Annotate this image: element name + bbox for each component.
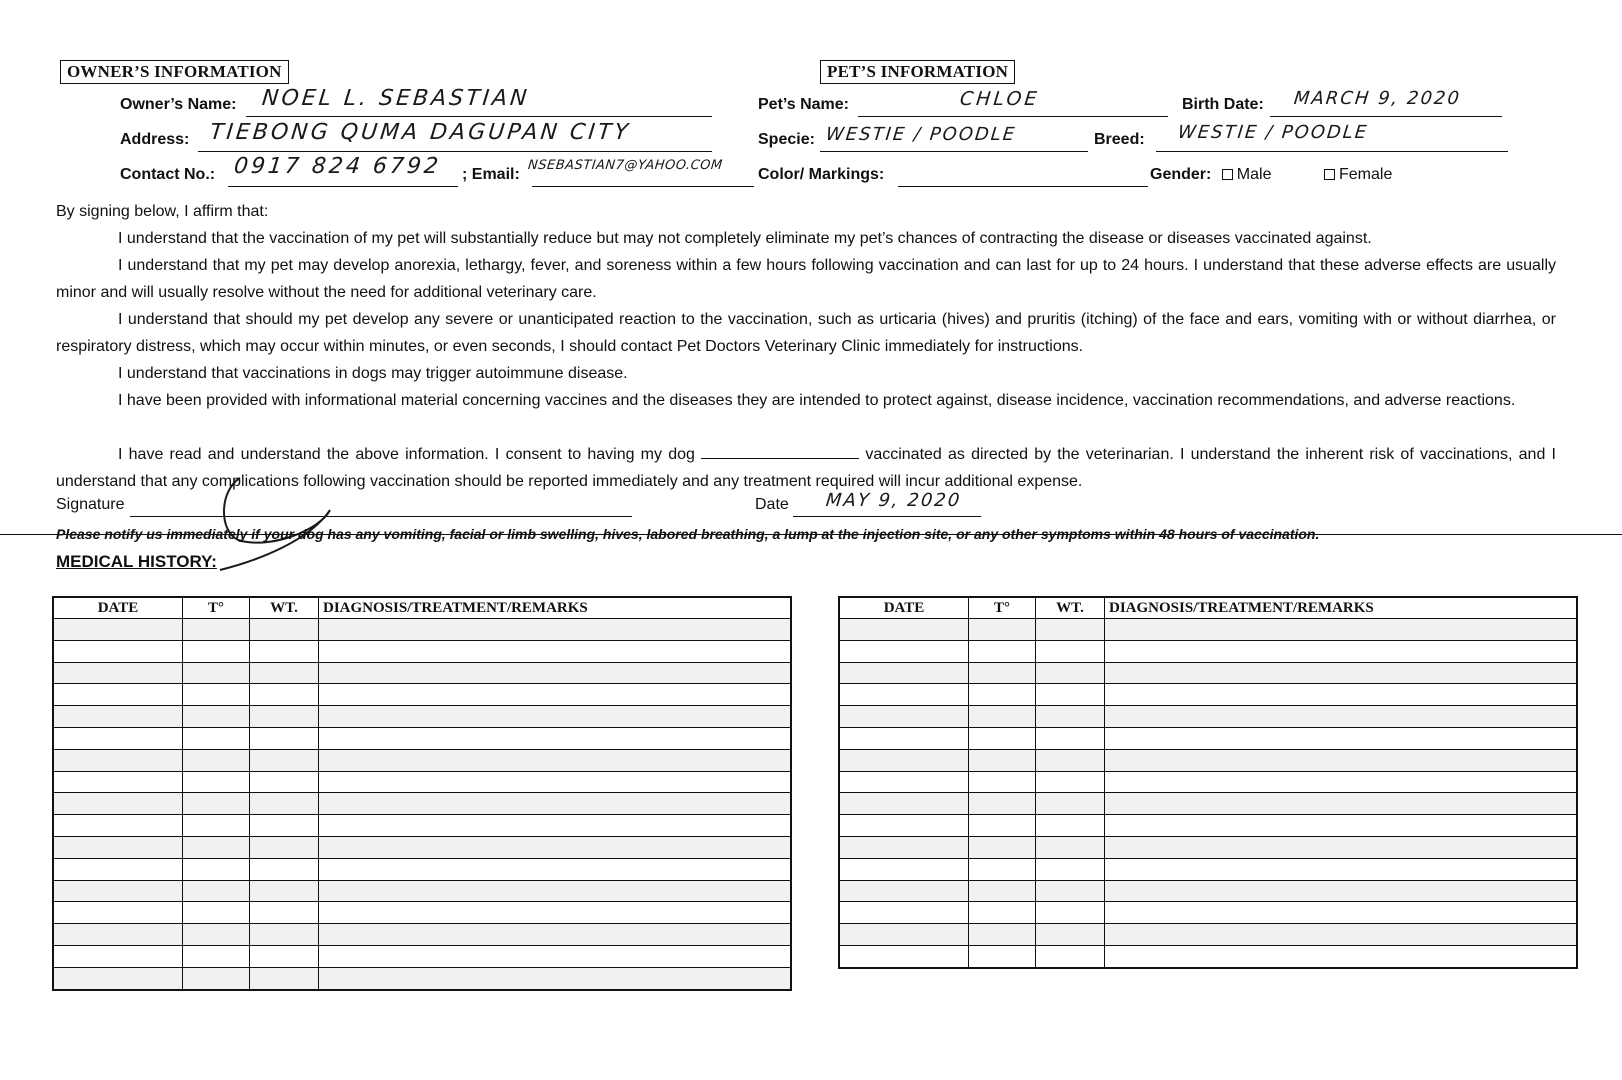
- owner-contact-label: Contact No.:: [120, 166, 216, 183]
- table-cell[interactable]: [1105, 880, 1578, 902]
- table-row: [839, 836, 1577, 858]
- table-row: [839, 749, 1577, 771]
- table-row: [839, 945, 1577, 967]
- table-cell[interactable]: [319, 858, 792, 880]
- table-cell[interactable]: [250, 662, 319, 684]
- table-cell[interactable]: [1036, 771, 1105, 793]
- table-row: [839, 771, 1577, 793]
- table-cell[interactable]: [839, 640, 969, 662]
- table-row: [839, 858, 1577, 880]
- table-cell[interactable]: [319, 880, 792, 902]
- table-cell[interactable]: [1036, 793, 1105, 815]
- owner-name-label: Owner’s Name:: [120, 96, 237, 113]
- header-temperature: T°: [969, 597, 1036, 619]
- medical-rows-right: [839, 619, 1577, 968]
- color-markings-field[interactable]: [898, 162, 1148, 187]
- table-cell[interactable]: [839, 924, 969, 946]
- table-cell[interactable]: [250, 902, 319, 924]
- table-cell[interactable]: [183, 945, 250, 967]
- table-row: [839, 793, 1577, 815]
- breed-value: WESTIE / POODLE: [1176, 122, 1370, 143]
- header-weight: WT.: [250, 597, 319, 619]
- table-cell[interactable]: [183, 858, 250, 880]
- table-cell[interactable]: [53, 945, 183, 967]
- table-cell[interactable]: [53, 858, 183, 880]
- owner-address-value: TIEBONG QUMA DAGUPAN CITY: [208, 120, 633, 145]
- owner-address-label: Address:: [120, 131, 190, 148]
- table-cell[interactable]: [183, 749, 250, 771]
- table-cell[interactable]: [183, 793, 250, 815]
- table-cell[interactable]: [1105, 619, 1578, 641]
- medical-history-title: MEDICAL HISTORY:: [56, 552, 217, 571]
- table-cell[interactable]: [969, 902, 1036, 924]
- table-cell[interactable]: [1105, 836, 1578, 858]
- table-cell[interactable]: [53, 684, 183, 706]
- table-row: [53, 836, 791, 858]
- table-cell[interactable]: [53, 880, 183, 902]
- table-cell[interactable]: [1105, 640, 1578, 662]
- table-cell[interactable]: [319, 727, 792, 749]
- table-cell[interactable]: [839, 727, 969, 749]
- male-checkbox[interactable]: [1222, 169, 1233, 180]
- table-row: [53, 858, 791, 880]
- color-markings-label: Color/ Markings:: [758, 166, 885, 183]
- table-header-row: [53, 597, 791, 619]
- table-row: [839, 815, 1577, 837]
- table-row: [53, 662, 791, 684]
- signature-label: Signature: [56, 496, 125, 513]
- signature-scribble: [200, 470, 360, 580]
- table-cell[interactable]: [319, 793, 792, 815]
- table-cell[interactable]: [1105, 727, 1578, 749]
- table-cell[interactable]: [319, 945, 792, 967]
- table-row: [53, 640, 791, 662]
- table-cell[interactable]: [969, 924, 1036, 946]
- table-row: [53, 619, 791, 641]
- table-row: [53, 727, 791, 749]
- table-cell[interactable]: [969, 662, 1036, 684]
- dog-name-blank[interactable]: [701, 444, 859, 459]
- table-cell[interactable]: [319, 706, 792, 728]
- table-cell[interactable]: [1105, 706, 1578, 728]
- specie-value: WESTIE / POODLE: [824, 124, 1018, 145]
- medical-history-table-right: [838, 596, 1578, 969]
- table-cell[interactable]: [1105, 771, 1578, 793]
- breed-label: Breed:: [1094, 131, 1145, 148]
- table-cell[interactable]: [839, 749, 969, 771]
- table-cell[interactable]: [969, 640, 1036, 662]
- consent-p6-part-b: vaccinated as directed by the veterinarian. I understand the inherent risk of vaccinations, and I understand that any complications following vaccination should be reported immediately and any treatment required will incur additional expense.: [56, 446, 1556, 490]
- table-cell[interactable]: [53, 706, 183, 728]
- table-row: [53, 684, 791, 706]
- table-cell[interactable]: [1036, 836, 1105, 858]
- gender-female-option[interactable]: [1324, 166, 1392, 184]
- table-cell[interactable]: [250, 836, 319, 858]
- specie-label: Specie:: [758, 131, 815, 148]
- table-cell[interactable]: [183, 967, 250, 989]
- table-cell[interactable]: [969, 880, 1036, 902]
- table-row: [839, 924, 1577, 946]
- table-cell[interactable]: [250, 924, 319, 946]
- table-cell[interactable]: [969, 815, 1036, 837]
- table-cell[interactable]: [183, 902, 250, 924]
- table-cell[interactable]: [969, 619, 1036, 641]
- table-cell[interactable]: [839, 684, 969, 706]
- owner-contact-value: 0917 824 6792: [232, 154, 443, 179]
- table-cell[interactable]: [319, 902, 792, 924]
- table-cell[interactable]: [319, 836, 792, 858]
- table-cell[interactable]: [1105, 945, 1578, 967]
- table-cell[interactable]: [1036, 815, 1105, 837]
- table-row: [53, 706, 791, 728]
- table-cell[interactable]: [1036, 640, 1105, 662]
- birth-date-label: Birth Date:: [1182, 96, 1264, 113]
- header-diagnosis: DIAGNOSIS/TREATMENT/REMARKS: [319, 597, 792, 619]
- table-cell[interactable]: [319, 662, 792, 684]
- table-cell[interactable]: [1036, 880, 1105, 902]
- table-row: [839, 684, 1577, 706]
- table-cell[interactable]: [1105, 858, 1578, 880]
- table-cell[interactable]: [839, 945, 969, 967]
- table-cell[interactable]: [183, 771, 250, 793]
- notice-text: Please notify us immediately if your dog has any vomiting, facial or limb swelling, hives, labored breathing, a lump at the injection site, or any other symptoms within 48 hours of vaccination.: [56, 526, 1320, 542]
- table-cell[interactable]: [1036, 706, 1105, 728]
- female-label: Female: [1339, 166, 1393, 183]
- table-cell[interactable]: [319, 640, 792, 662]
- table-cell[interactable]: [1036, 749, 1105, 771]
- medical-rows-left: [53, 619, 791, 990]
- table-cell[interactable]: [183, 706, 250, 728]
- table-row: [53, 945, 791, 967]
- table-cell[interactable]: [1105, 793, 1578, 815]
- table-cell[interactable]: [53, 793, 183, 815]
- owner-info-title: OWNER’S INFORMATION: [60, 60, 289, 84]
- table-cell[interactable]: [1036, 858, 1105, 880]
- table-row: [53, 749, 791, 771]
- owner-email-value: NSEBASTIAN7@YAHOO.COM: [527, 158, 724, 173]
- table-row: [53, 902, 791, 924]
- table-cell[interactable]: [183, 640, 250, 662]
- table-cell[interactable]: [319, 771, 792, 793]
- table-cell[interactable]: [1036, 902, 1105, 924]
- table-cell[interactable]: [969, 706, 1036, 728]
- table-row: [839, 880, 1577, 902]
- table-row: [53, 815, 791, 837]
- pet-name-label: Pet’s Name:: [758, 96, 849, 113]
- table-cell[interactable]: [183, 880, 250, 902]
- consent-paragraph-5: I have been provided with informational material concerning vaccines and the diseases they are intended to protect against, disease incidence, vaccination recommendations, and adverse reactions.: [118, 392, 1516, 409]
- table-row: [839, 662, 1577, 684]
- table-cell[interactable]: [53, 815, 183, 837]
- table-cell[interactable]: [53, 967, 183, 989]
- gender-label-text: Gender:: [1150, 166, 1212, 183]
- table-cell[interactable]: [1036, 662, 1105, 684]
- table-cell[interactable]: [969, 727, 1036, 749]
- table-cell[interactable]: [53, 836, 183, 858]
- table-cell[interactable]: [319, 815, 792, 837]
- header-date: DATE: [53, 597, 183, 619]
- medical-history-table-left: [52, 596, 792, 991]
- gender-label: [1150, 166, 1271, 184]
- table-row: [839, 640, 1577, 662]
- table-cell[interactable]: [250, 880, 319, 902]
- table-cell[interactable]: [250, 945, 319, 967]
- table-row: [53, 880, 791, 902]
- table-cell[interactable]: [183, 619, 250, 641]
- table-cell[interactable]: [250, 749, 319, 771]
- table-cell[interactable]: [250, 727, 319, 749]
- header-date: DATE: [839, 597, 969, 619]
- consent-paragraph-3: I understand that should my pet develop any severe or unanticipated reaction to the vaccination, such as urticaria (hives) and pruritis (itching) of the face and ears, vomiting with or without diarrhea, or respiratory distress, which may occur within minutes, or even seconds, I should contact Pet Doctors Veterinary Clinic immediately for instructions.: [56, 311, 1556, 355]
- table-row: [839, 706, 1577, 728]
- table-cell[interactable]: [319, 924, 792, 946]
- table-cell[interactable]: [183, 836, 250, 858]
- table-cell[interactable]: [1036, 684, 1105, 706]
- table-cell[interactable]: [53, 640, 183, 662]
- female-checkbox[interactable]: [1324, 169, 1335, 180]
- table-row: [839, 902, 1577, 924]
- consent-intro: By signing below, I affirm that:: [56, 203, 269, 220]
- table-header-row: [839, 597, 1577, 619]
- table-cell[interactable]: [250, 815, 319, 837]
- table-cell[interactable]: [969, 858, 1036, 880]
- header-diagnosis: DIAGNOSIS/TREATMENT/REMARKS: [1105, 597, 1578, 619]
- owner-email-label: ; Email:: [462, 166, 520, 183]
- pet-name-value: CHLOE: [958, 88, 1041, 110]
- table-cell[interactable]: [250, 684, 319, 706]
- table-cell[interactable]: [839, 619, 969, 641]
- table-cell[interactable]: [1036, 619, 1105, 641]
- table-cell[interactable]: [183, 815, 250, 837]
- table-cell[interactable]: [969, 793, 1036, 815]
- table-cell[interactable]: [183, 727, 250, 749]
- table-cell[interactable]: [969, 684, 1036, 706]
- table-cell[interactable]: [250, 967, 319, 989]
- table-cell[interactable]: [53, 902, 183, 924]
- birth-date-value: MARCH 9, 2020: [1292, 88, 1462, 109]
- table-cell[interactable]: [250, 619, 319, 641]
- table-cell[interactable]: [250, 771, 319, 793]
- table-cell[interactable]: [1105, 924, 1578, 946]
- table-cell[interactable]: [839, 858, 969, 880]
- table-cell[interactable]: [250, 706, 319, 728]
- table-cell[interactable]: [250, 858, 319, 880]
- table-cell[interactable]: [319, 619, 792, 641]
- table-cell[interactable]: [53, 619, 183, 641]
- consent-paragraph-4: I understand that vaccinations in dogs may trigger autoimmune disease.: [118, 365, 628, 382]
- table-cell[interactable]: [53, 727, 183, 749]
- table-cell[interactable]: [1036, 727, 1105, 749]
- table-cell[interactable]: [183, 662, 250, 684]
- consent-paragraph-1: I understand that the vaccination of my pet will substantially reduce but may not completely eliminate my pet’s chances of contracting the disease or diseases vaccinated against.: [118, 230, 1372, 247]
- table-cell[interactable]: [839, 815, 969, 837]
- date-value: MAY 9, 2020: [824, 490, 963, 511]
- consent-p6-part-a: I have read and understand the above information. I consent to having my dog: [118, 446, 695, 463]
- table-cell[interactable]: [839, 793, 969, 815]
- table-row: [839, 619, 1577, 641]
- table-cell[interactable]: [839, 836, 969, 858]
- table-cell[interactable]: [1105, 684, 1578, 706]
- table-cell[interactable]: [319, 749, 792, 771]
- table-cell[interactable]: [1036, 945, 1105, 967]
- table-cell[interactable]: [319, 967, 792, 989]
- table-cell[interactable]: [1105, 815, 1578, 837]
- table-cell[interactable]: [839, 771, 969, 793]
- table-cell[interactable]: [1105, 662, 1578, 684]
- table-cell[interactable]: [969, 749, 1036, 771]
- notice-strike-line: [0, 534, 1622, 535]
- header-temperature: T°: [183, 597, 250, 619]
- male-label: Male: [1236, 166, 1272, 183]
- table-cell[interactable]: [250, 793, 319, 815]
- table-row: [53, 967, 791, 989]
- table-row: [53, 771, 791, 793]
- table-cell[interactable]: [839, 706, 969, 728]
- table-row: [839, 727, 1577, 749]
- table-cell[interactable]: [53, 771, 183, 793]
- table-cell[interactable]: [969, 771, 1036, 793]
- table-cell[interactable]: [250, 640, 319, 662]
- table-cell[interactable]: [839, 880, 969, 902]
- table-cell[interactable]: [183, 684, 250, 706]
- pet-info-title: PET’S INFORMATION: [820, 60, 1015, 84]
- gender-male-option[interactable]: [1222, 166, 1272, 183]
- table-cell[interactable]: [839, 662, 969, 684]
- table-row: [53, 793, 791, 815]
- table-cell[interactable]: [1105, 902, 1578, 924]
- owner-name-value: NOEL L. SEBASTIAN: [260, 86, 531, 111]
- table-cell[interactable]: [53, 662, 183, 684]
- table-cell[interactable]: [969, 945, 1036, 967]
- table-cell[interactable]: [839, 902, 969, 924]
- consent-paragraph-2: I understand that my pet may develop anorexia, lethargy, fever, and soreness within a few hours following vaccination and can last for up to 24 hours. I understand that these adverse effects are usually minor and will usually resolve without the need for additional veterinary care.: [56, 257, 1556, 301]
- date-label: Date: [755, 496, 789, 513]
- table-cell[interactable]: [183, 924, 250, 946]
- table-cell[interactable]: [969, 836, 1036, 858]
- table-cell[interactable]: [53, 924, 183, 946]
- table-cell[interactable]: [1105, 749, 1578, 771]
- table-row: [53, 924, 791, 946]
- table-cell[interactable]: [53, 749, 183, 771]
- table-cell[interactable]: [1036, 924, 1105, 946]
- table-cell[interactable]: [319, 684, 792, 706]
- header-weight: WT.: [1036, 597, 1105, 619]
